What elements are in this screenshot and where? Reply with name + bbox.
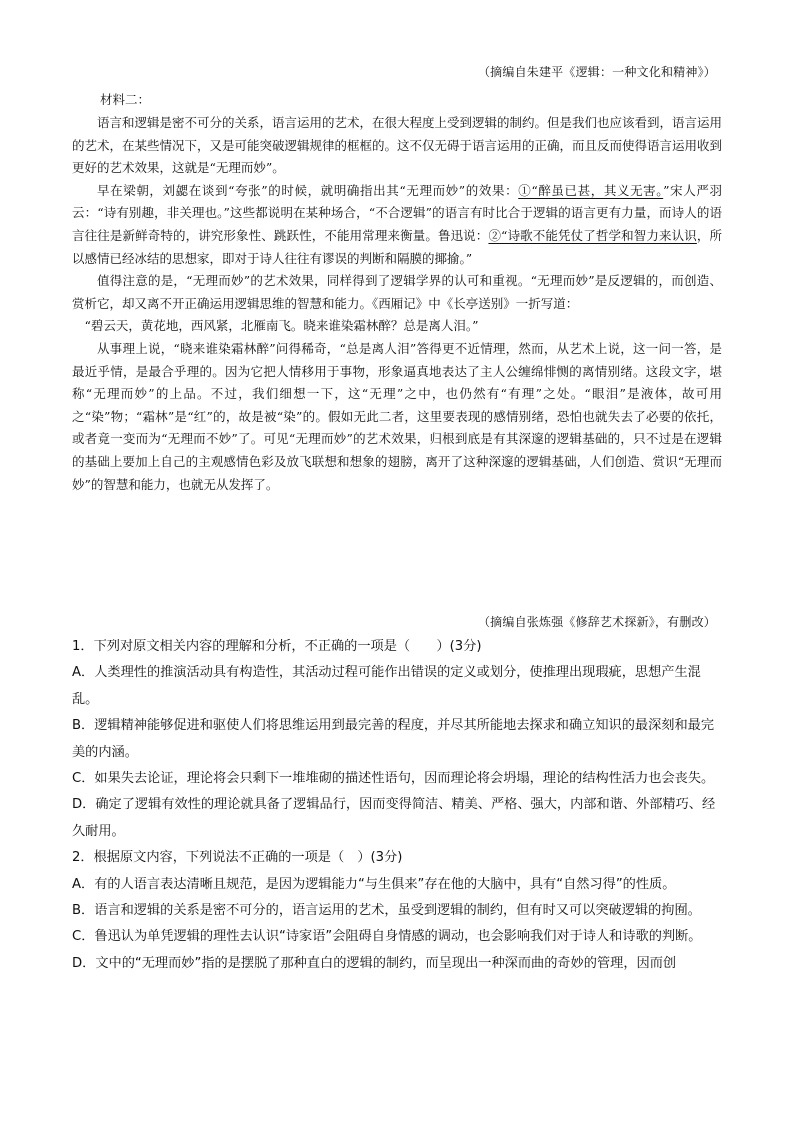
question-1-stem: 1．下列对原文相关内容的理解和分析，不正确的一项是（ ）(3分) [72,639,482,654]
question-1-option-d: D．确定了逻辑有效性的理论就具备了逻辑品行，因而变得简洁、精美、严格、强大，内部和谐、外部精巧、经久耐用。 [72,797,716,839]
material-two-label: 材料二： [100,92,151,107]
question-1-option-a: A．人类理性的推演活动具有构造性，其活动过程可能作出错误的定义或划分，使推理出现瑕疵，思想产生混乱。 [72,665,701,707]
paragraph: 从事理上说，“晓来谁染霜林醉”问得稀奇，“总是离人泪”答得更不近情理，然而，从艺术上说，这一问一答，是最近乎情，是最合乎理的。因为它把人情移用于事物，形象逼真地表达了主人公缠绵悱恻的离情别绪。这段文字，堪称“无理而妙”的上品。不过，我们细想一下，这“无理”之中，也仍然有“有理”之处。“眼泪”是液体，故可用之“染”物；“霜林”是“红”的，故是被“染”的。假如无此二者，这里要表现的感情别绪，恐怕也就失去了必要的依托，或者竟一变而为“无理而不妙”了。可见“无理而妙”的艺术效果，归根到底是有其深邃的逻辑基础的，只不过是在逻辑的基础上要加上自己的主观感情色彩及放飞联想和想象的翅膀，离开了这种深邃的逻辑基础，人们创造、赏识“无理而妙”的智慧和能力，也就无从发挥了。 [72,340,722,492]
material-two-passage [72,112,722,496]
question-2-stem: 2．根据原文内容，下列说法不正确的一项是（ ）(3分) [72,850,403,866]
underlined-quote-1: ①“醉虽已甚，其义无害。 [518,182,664,198]
underlined-quote-2: ②“诗歌不能凭仗了哲学和智力来认识 [488,227,697,243]
source-citation-1: （摘编自朱建平《逻辑：一种文化和精神》） [477,65,716,79]
paragraph [72,180,722,270]
paragraph: 语言和逻辑是密不可分的关系，语言运用的艺术，在很大程度上受到逻辑的制约。但是我们也应该看到，语言运用的艺术，在某些情况下，又是可能突破逻辑规律的框框的。这不仅无碍于语言运用的正确，而且反而使得语言运用收到更好的艺术效果，这就是“无理而妙”。 [72,115,723,176]
question-2-option-c: C．鲁迅认为单凭逻辑的理性去认识“诗家语”会阻碍自身情感的调动，也会影响我们对于诗人和诗歌的判断。 [72,929,702,945]
paragraph: 值得注意的是，“无理而妙”的艺术效果，同样得到了逻辑学界的认可和重视。“无理而妙”是反逻辑的，而创造、赏析它，却又离不开正确运用逻辑思维的智慧和能力。《西厢记》中《长亭送别》一折写道： [72,273,722,311]
question-1-option-c: C．如果失去论证，理论将会只剩下一堆堆砌的描述性语句，因而理论将会坍塌，理论的结构性活力也会丧失。 [72,771,715,787]
question-2-option-d: D．文中的“无理而妙”指的是摆脱了那种直白的逻辑的制约，而呈现出一种深而曲的奇妙的管理，因而创 [72,955,677,971]
paragraph-text: 早在梁朝，刘勰在谈到“夸张”的时候，就明确指出其“无理而妙”的效果： [97,182,519,198]
question-2-option-a: A．有的人语言表达清晰且规范，是因为逻辑能力“与生俱来”存在他的大脑中，具有“自然习得”的性质。 [72,876,676,892]
paragraph-text: ”宋人严羽云：“诗有别趣，非关理也。”这些都说明在某种场合，“不合逻辑”的语言有时比合于逻辑的语言更有力量，而诗人的语言往往是新鲜奇特的，讲究形象性、跳跃性，不能用常理来衡量。鲁迅说： [72,182,722,243]
paragraph-text: ，所以感情已经冰结的思想家，即对于诗人往往有谬误的判断和隔膜的揶揄。” [72,227,722,266]
quoted-verse: “碧云天，黄花地，西风紧，北雁南飞。晓来谁染霜林醉？总是离人泪。” [84,318,479,334]
source-citation-2: （摘编自张炼强《修辞艺术探新》，有删改） [477,615,716,629]
question-2-option-b: B．语言和逻辑的关系是密不可分的，语言运用的艺术，虽受到逻辑的制约，但有时又可以突破逻辑的拘囿。 [72,903,701,919]
question-1-option-b: B．逻辑精神能够促进和驱使人们将思维运用到最完善的程度，并尽其所能地去探求和确立知识的最深刻和最完美的内涵。 [72,718,715,760]
question-section [72,634,724,977]
